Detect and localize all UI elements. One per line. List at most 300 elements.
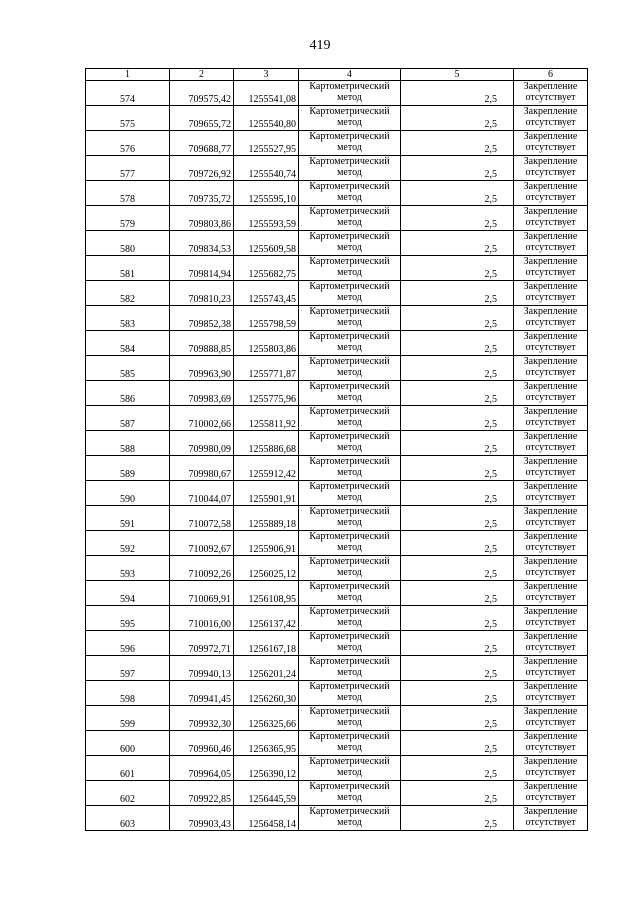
method-cell-line: Картометрический <box>309 181 390 192</box>
fixing-cell-line: Закрепление <box>523 606 578 617</box>
method-cell-line: Картометрический <box>309 681 390 692</box>
table-row <box>86 481 588 506</box>
y-coordinate-cell: 1256167,18 <box>234 631 299 656</box>
method-cell-line: метод <box>337 367 362 378</box>
column-header-1: 1 <box>86 69 170 81</box>
fixing-cell-line: отсутствует <box>525 92 576 103</box>
table-row <box>86 706 588 731</box>
fixing-cell-line: Закрепление <box>523 456 578 467</box>
fixing-cell <box>514 431 588 456</box>
fixing-cell-line: Закрепление <box>523 806 578 817</box>
fixing-cell-line: отсутствует <box>525 167 576 178</box>
table-header-row <box>86 69 588 81</box>
y-coordinate-cell: 1255593,59 <box>234 206 299 231</box>
table-row <box>86 81 588 106</box>
fixing-cell-line: Закрепление <box>523 256 578 267</box>
y-coordinate-cell: 1256458,14 <box>234 806 299 831</box>
accuracy-cell: 2,5 <box>401 431 514 456</box>
y-coordinate-cell: 1255798,59 <box>234 306 299 331</box>
y-coordinate-cell: 1255541,08 <box>234 81 299 106</box>
fixing-cell-line: Закрепление <box>523 581 578 592</box>
fixing-cell-line: Закрепление <box>523 656 578 667</box>
fixing-cell-line: Закрепление <box>523 781 578 792</box>
table-row <box>86 581 588 606</box>
fixing-cell-line: Закрепление <box>523 281 578 292</box>
coordinates-table <box>85 68 588 831</box>
fixing-cell-line: Закрепление <box>523 231 578 242</box>
fixing-cell <box>514 806 588 831</box>
method-cell <box>299 531 401 556</box>
method-cell-line: Картометрический <box>309 631 390 642</box>
y-coordinate-cell: 1256325,66 <box>234 706 299 731</box>
y-coordinate-cell: 1255540,80 <box>234 106 299 131</box>
fixing-cell <box>514 631 588 656</box>
point-number-cell: 587 <box>86 406 170 431</box>
table-row <box>86 606 588 631</box>
method-cell-line: Картометрический <box>309 731 390 742</box>
fixing-cell-line: Закрепление <box>523 331 578 342</box>
y-coordinate-cell: 1255912,42 <box>234 456 299 481</box>
table-row <box>86 156 588 181</box>
table-row <box>86 781 588 806</box>
y-coordinate-cell: 1255595,10 <box>234 181 299 206</box>
method-cell-line: метод <box>337 142 362 153</box>
method-cell <box>299 306 401 331</box>
method-cell-line: Картометрический <box>309 581 390 592</box>
fixing-cell-line: Закрепление <box>523 81 578 92</box>
fixing-cell-line: отсутствует <box>525 292 576 303</box>
accuracy-cell: 2,5 <box>401 506 514 531</box>
method-cell <box>299 181 401 206</box>
method-cell-line: Картометрический <box>309 431 390 442</box>
method-cell-line: Картометрический <box>309 306 390 317</box>
column-header-2: 2 <box>170 69 234 81</box>
fixing-cell <box>514 506 588 531</box>
method-cell-line: метод <box>337 567 362 578</box>
method-cell <box>299 631 401 656</box>
method-cell-line: метод <box>337 317 362 328</box>
accuracy-cell: 2,5 <box>401 756 514 781</box>
method-cell-line: Картометрический <box>309 706 390 717</box>
method-cell <box>299 581 401 606</box>
method-cell <box>299 81 401 106</box>
fixing-cell <box>514 81 588 106</box>
method-cell <box>299 706 401 731</box>
column-header-5: 5 <box>401 69 514 81</box>
y-coordinate-cell: 1256108,95 <box>234 581 299 606</box>
column-header-3: 3 <box>234 69 299 81</box>
method-cell-line: Картометрический <box>309 456 390 467</box>
fixing-cell-line: Закрепление <box>523 381 578 392</box>
accuracy-cell: 2,5 <box>401 706 514 731</box>
method-cell-line: метод <box>337 692 362 703</box>
x-coordinate-cell: 710072,58 <box>170 506 234 531</box>
x-coordinate-cell: 709834,53 <box>170 231 234 256</box>
method-cell <box>299 206 401 231</box>
accuracy-cell: 2,5 <box>401 631 514 656</box>
method-cell-line: метод <box>337 717 362 728</box>
method-cell-line: метод <box>337 292 362 303</box>
method-cell-line: метод <box>337 92 362 103</box>
table-row <box>86 731 588 756</box>
method-cell-line: Картометрический <box>309 206 390 217</box>
accuracy-cell: 2,5 <box>401 306 514 331</box>
y-coordinate-cell: 1256365,95 <box>234 731 299 756</box>
table-row <box>86 631 588 656</box>
point-number-cell: 584 <box>86 331 170 356</box>
point-number-cell: 599 <box>86 706 170 731</box>
accuracy-cell: 2,5 <box>401 681 514 706</box>
method-cell-line: метод <box>337 342 362 353</box>
fixing-cell-line: отсутствует <box>525 742 576 753</box>
method-cell <box>299 256 401 281</box>
accuracy-cell: 2,5 <box>401 181 514 206</box>
x-coordinate-cell: 710092,26 <box>170 556 234 581</box>
method-cell-line: метод <box>337 167 362 178</box>
method-cell-line: Картометрический <box>309 156 390 167</box>
fixing-cell <box>514 706 588 731</box>
method-cell-line: метод <box>337 767 362 778</box>
table-row <box>86 306 588 331</box>
table-row <box>86 531 588 556</box>
method-cell <box>299 381 401 406</box>
table-row <box>86 431 588 456</box>
method-cell-line: метод <box>337 792 362 803</box>
table-row <box>86 331 588 356</box>
y-coordinate-cell: 1256390,12 <box>234 756 299 781</box>
table-row <box>86 406 588 431</box>
fixing-cell-line: отсутствует <box>525 317 576 328</box>
fixing-cell <box>514 606 588 631</box>
point-number-cell: 582 <box>86 281 170 306</box>
table-row <box>86 506 588 531</box>
point-number-cell: 589 <box>86 456 170 481</box>
method-cell-line: Картометрический <box>309 481 390 492</box>
point-number-cell: 579 <box>86 206 170 231</box>
fixing-cell <box>514 456 588 481</box>
method-cell-line: Картометрический <box>309 331 390 342</box>
point-number-cell: 583 <box>86 306 170 331</box>
point-number-cell: 578 <box>86 181 170 206</box>
x-coordinate-cell: 709980,09 <box>170 431 234 456</box>
fixing-cell-line: отсутствует <box>525 217 576 228</box>
y-coordinate-cell: 1255886,68 <box>234 431 299 456</box>
method-cell-line: Картометрический <box>309 781 390 792</box>
y-coordinate-cell: 1255889,18 <box>234 506 299 531</box>
x-coordinate-cell: 710092,67 <box>170 531 234 556</box>
fixing-cell-line: Закрепление <box>523 631 578 642</box>
table-row <box>86 806 588 831</box>
method-cell-line: метод <box>337 667 362 678</box>
table-row <box>86 456 588 481</box>
method-cell <box>299 456 401 481</box>
accuracy-cell: 2,5 <box>401 381 514 406</box>
method-cell <box>299 131 401 156</box>
method-cell <box>299 356 401 381</box>
y-coordinate-cell: 1255743,45 <box>234 281 299 306</box>
point-number-cell: 597 <box>86 656 170 681</box>
method-cell-line: метод <box>337 817 362 828</box>
point-number-cell: 595 <box>86 606 170 631</box>
point-number-cell: 600 <box>86 731 170 756</box>
x-coordinate-cell: 709964,05 <box>170 756 234 781</box>
fixing-cell-line: Закрепление <box>523 481 578 492</box>
method-cell-line: метод <box>337 492 362 503</box>
method-cell-line: Картометрический <box>309 231 390 242</box>
table-row <box>86 756 588 781</box>
table-row <box>86 556 588 581</box>
x-coordinate-cell: 709972,71 <box>170 631 234 656</box>
table-row <box>86 131 588 156</box>
x-coordinate-cell: 709810,23 <box>170 281 234 306</box>
method-cell <box>299 656 401 681</box>
accuracy-cell: 2,5 <box>401 231 514 256</box>
fixing-cell-line: отсутствует <box>525 642 576 653</box>
x-coordinate-cell: 709983,69 <box>170 381 234 406</box>
table-row <box>86 106 588 131</box>
fixing-cell <box>514 156 588 181</box>
method-cell-line: Картометрический <box>309 506 390 517</box>
method-cell <box>299 331 401 356</box>
point-number-cell: 581 <box>86 256 170 281</box>
x-coordinate-cell: 710044,07 <box>170 481 234 506</box>
method-cell-line: метод <box>337 592 362 603</box>
fixing-cell-line: Закрепление <box>523 531 578 542</box>
fixing-cell-line: отсутствует <box>525 267 576 278</box>
column-header-4: 4 <box>299 69 401 81</box>
fixing-cell-line: отсутствует <box>525 417 576 428</box>
y-coordinate-cell: 1256201,24 <box>234 656 299 681</box>
point-number-cell: 591 <box>86 506 170 531</box>
y-coordinate-cell: 1255771,87 <box>234 356 299 381</box>
fixing-cell-line: отсутствует <box>525 767 576 778</box>
fixing-cell <box>514 106 588 131</box>
method-cell-line: Картометрический <box>309 531 390 542</box>
y-coordinate-cell: 1255803,86 <box>234 331 299 356</box>
accuracy-cell: 2,5 <box>401 456 514 481</box>
point-number-cell: 603 <box>86 806 170 831</box>
method-cell <box>299 806 401 831</box>
x-coordinate-cell: 710069,91 <box>170 581 234 606</box>
table-row <box>86 181 588 206</box>
accuracy-cell: 2,5 <box>401 406 514 431</box>
method-cell-line: Картометрический <box>309 106 390 117</box>
fixing-cell <box>514 306 588 331</box>
fixing-cell-line: Закрепление <box>523 106 578 117</box>
method-cell-line: Картометрический <box>309 81 390 92</box>
y-coordinate-cell: 1255901,91 <box>234 481 299 506</box>
accuracy-cell: 2,5 <box>401 106 514 131</box>
fixing-cell-line: отсутствует <box>525 592 576 603</box>
fixing-cell <box>514 781 588 806</box>
method-cell-line: метод <box>337 192 362 203</box>
point-number-cell: 576 <box>86 131 170 156</box>
fixing-cell-line: Закрепление <box>523 206 578 217</box>
accuracy-cell: 2,5 <box>401 131 514 156</box>
x-coordinate-cell: 709932,30 <box>170 706 234 731</box>
accuracy-cell: 2,5 <box>401 481 514 506</box>
y-coordinate-cell: 1255527,95 <box>234 131 299 156</box>
fixing-cell-line: отсутствует <box>525 192 576 203</box>
fixing-cell-line: отсутствует <box>525 542 576 553</box>
method-cell <box>299 281 401 306</box>
point-number-cell: 602 <box>86 781 170 806</box>
fixing-cell-line: отсутствует <box>525 567 576 578</box>
method-cell-line: метод <box>337 217 362 228</box>
x-coordinate-cell: 709803,86 <box>170 206 234 231</box>
fixing-cell-line: отсутствует <box>525 717 576 728</box>
method-cell <box>299 681 401 706</box>
x-coordinate-cell: 709688,77 <box>170 131 234 156</box>
fixing-cell <box>514 406 588 431</box>
table-row <box>86 281 588 306</box>
fixing-cell <box>514 231 588 256</box>
method-cell <box>299 481 401 506</box>
y-coordinate-cell: 1255906,91 <box>234 531 299 556</box>
method-cell-line: Картометрический <box>309 556 390 567</box>
method-cell-line: Картометрический <box>309 606 390 617</box>
y-coordinate-cell: 1255775,96 <box>234 381 299 406</box>
fixing-cell-line: Закрепление <box>523 406 578 417</box>
accuracy-cell: 2,5 <box>401 531 514 556</box>
accuracy-cell: 2,5 <box>401 206 514 231</box>
point-number-cell: 577 <box>86 156 170 181</box>
fixing-cell-line: отсутствует <box>525 142 576 153</box>
point-number-cell: 574 <box>86 81 170 106</box>
fixing-cell <box>514 481 588 506</box>
fixing-cell <box>514 556 588 581</box>
y-coordinate-cell: 1256260,30 <box>234 681 299 706</box>
method-cell-line: метод <box>337 417 362 428</box>
y-coordinate-cell: 1256137,42 <box>234 606 299 631</box>
x-coordinate-cell: 709735,72 <box>170 181 234 206</box>
fixing-cell-line: Закрепление <box>523 681 578 692</box>
method-cell-line: метод <box>337 517 362 528</box>
y-coordinate-cell: 1255682,75 <box>234 256 299 281</box>
accuracy-cell: 2,5 <box>401 606 514 631</box>
fixing-cell <box>514 581 588 606</box>
fixing-cell <box>514 381 588 406</box>
accuracy-cell: 2,5 <box>401 581 514 606</box>
point-number-cell: 588 <box>86 431 170 456</box>
accuracy-cell: 2,5 <box>401 281 514 306</box>
fixing-cell-line: отсутствует <box>525 517 576 528</box>
table-row <box>86 256 588 281</box>
x-coordinate-cell: 709726,92 <box>170 156 234 181</box>
fixing-cell <box>514 531 588 556</box>
x-coordinate-cell: 709980,67 <box>170 456 234 481</box>
fixing-cell-line: Закрепление <box>523 706 578 717</box>
method-cell-line: Картометрический <box>309 381 390 392</box>
fixing-cell-line: Закрепление <box>523 356 578 367</box>
fixing-cell-line: отсутствует <box>525 242 576 253</box>
fixing-cell <box>514 181 588 206</box>
fixing-cell-line: Закрепление <box>523 756 578 767</box>
fixing-cell <box>514 331 588 356</box>
y-coordinate-cell: 1256025,12 <box>234 556 299 581</box>
point-number-cell: 575 <box>86 106 170 131</box>
fixing-cell-line: отсутствует <box>525 467 576 478</box>
point-number-cell: 580 <box>86 231 170 256</box>
method-cell-line: метод <box>337 642 362 653</box>
x-coordinate-cell: 709941,45 <box>170 681 234 706</box>
fixing-cell-line: отсутствует <box>525 442 576 453</box>
method-cell-line: Картометрический <box>309 356 390 367</box>
fixing-cell-line: отсутствует <box>525 367 576 378</box>
x-coordinate-cell: 710002,66 <box>170 406 234 431</box>
method-cell <box>299 781 401 806</box>
point-number-cell: 592 <box>86 531 170 556</box>
fixing-cell <box>514 731 588 756</box>
fixing-cell-line: Закрепление <box>523 306 578 317</box>
y-coordinate-cell: 1255609,58 <box>234 231 299 256</box>
point-number-cell: 593 <box>86 556 170 581</box>
method-cell-line: метод <box>337 242 362 253</box>
fixing-cell-line: отсутствует <box>525 692 576 703</box>
fixing-cell-line: Закрепление <box>523 156 578 167</box>
method-cell <box>299 606 401 631</box>
fixing-cell-line: Закрепление <box>523 131 578 142</box>
y-coordinate-cell: 1255811,92 <box>234 406 299 431</box>
method-cell-line: метод <box>337 442 362 453</box>
column-header-6: 6 <box>514 69 588 81</box>
accuracy-cell: 2,5 <box>401 781 514 806</box>
fixing-cell <box>514 281 588 306</box>
x-coordinate-cell: 709655,72 <box>170 106 234 131</box>
method-cell-line: метод <box>337 117 362 128</box>
x-coordinate-cell: 709960,46 <box>170 731 234 756</box>
x-coordinate-cell: 709888,85 <box>170 331 234 356</box>
table-row <box>86 231 588 256</box>
x-coordinate-cell: 710016,00 <box>170 606 234 631</box>
fixing-cell <box>514 656 588 681</box>
method-cell <box>299 431 401 456</box>
table-row <box>86 681 588 706</box>
accuracy-cell: 2,5 <box>401 256 514 281</box>
fixing-cell-line: отсутствует <box>525 667 576 678</box>
page-number: 419 <box>309 38 331 53</box>
fixing-cell-line: Закрепление <box>523 731 578 742</box>
method-cell-line: Картометрический <box>309 131 390 142</box>
y-coordinate-cell: 1256445,59 <box>234 781 299 806</box>
fixing-cell-line: Закрепление <box>523 181 578 192</box>
fixing-cell-line: отсутствует <box>525 392 576 403</box>
fixing-cell-line: отсутствует <box>525 492 576 503</box>
table-row <box>86 381 588 406</box>
point-number-cell: 601 <box>86 756 170 781</box>
fixing-cell <box>514 131 588 156</box>
point-number-cell: 594 <box>86 581 170 606</box>
fixing-cell-line: Закрепление <box>523 431 578 442</box>
method-cell-line: метод <box>337 742 362 753</box>
method-cell-line: метод <box>337 617 362 628</box>
method-cell-line: Картометрический <box>309 656 390 667</box>
fixing-cell <box>514 681 588 706</box>
x-coordinate-cell: 709940,13 <box>170 656 234 681</box>
fixing-cell-line: Закрепление <box>523 506 578 517</box>
point-number-cell: 598 <box>86 681 170 706</box>
fixing-cell <box>514 756 588 781</box>
method-cell <box>299 231 401 256</box>
fixing-cell-line: отсутствует <box>525 342 576 353</box>
method-cell-line: Картометрический <box>309 281 390 292</box>
method-cell-line: Картометрический <box>309 256 390 267</box>
accuracy-cell: 2,5 <box>401 81 514 106</box>
accuracy-cell: 2,5 <box>401 731 514 756</box>
x-coordinate-cell: 709903,43 <box>170 806 234 831</box>
x-coordinate-cell: 709922,85 <box>170 781 234 806</box>
accuracy-cell: 2,5 <box>401 556 514 581</box>
